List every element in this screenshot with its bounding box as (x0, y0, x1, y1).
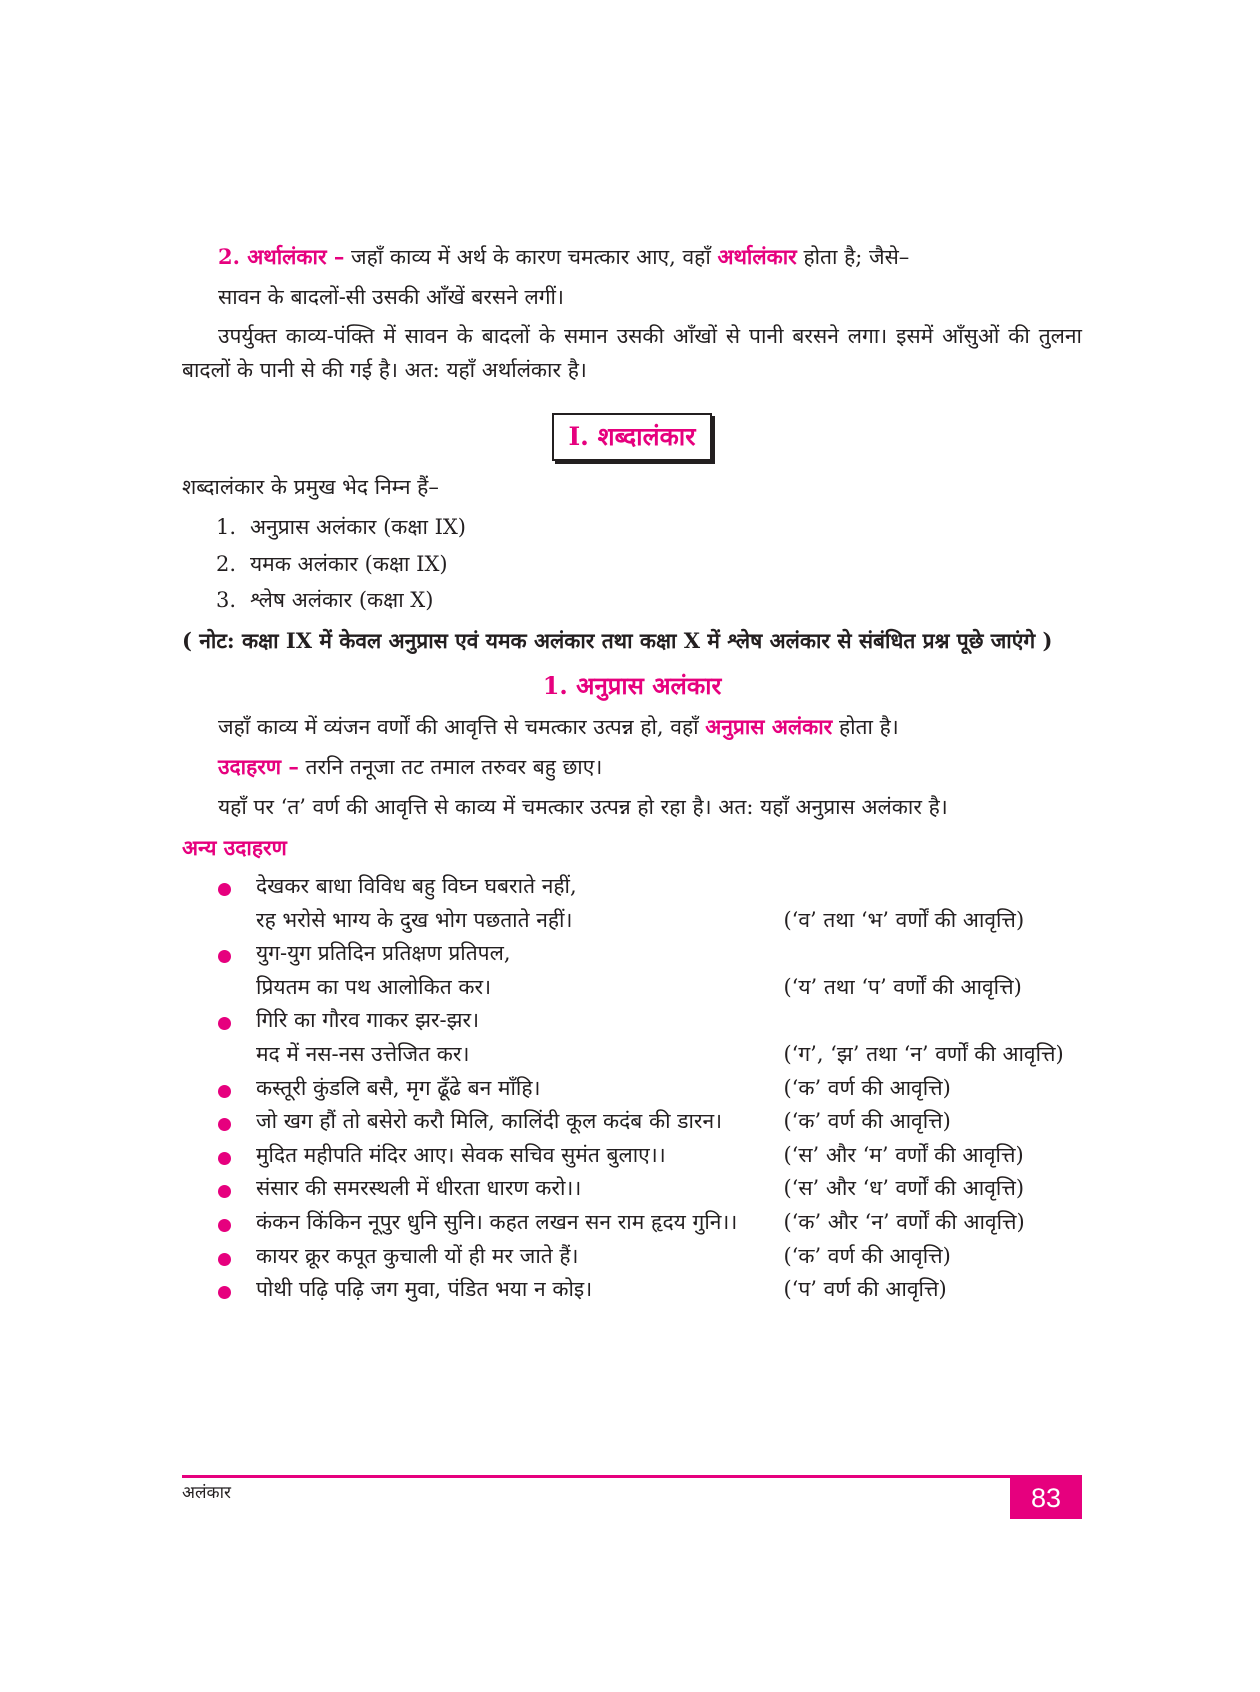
footer-rule (182, 1475, 1082, 1478)
example-line (256, 904, 1082, 938)
bullet-icon (218, 1152, 231, 1165)
example-line (256, 1004, 1082, 1038)
shabdalankar-title-wrap (182, 413, 1082, 461)
example-note: (‘क’ वर्ण की आवृत्ति) (783, 1243, 951, 1268)
example-item (182, 1273, 1082, 1307)
example-line (256, 1206, 1082, 1240)
example-line (256, 1105, 1082, 1139)
example-note: (‘क’ और ‘न’ वर्णों की आवृत्ति) (783, 1210, 1025, 1235)
example-line (256, 1139, 1082, 1173)
example-item (182, 1105, 1082, 1139)
examples-list (182, 870, 1082, 1307)
example-label: उदाहरण – (218, 754, 299, 780)
example-item (182, 1172, 1082, 1206)
example-line (256, 870, 1082, 904)
footer-chapter: अलंकार (182, 1483, 231, 1503)
example-note: (‘य’ तथा ‘प’ वर्णों की आवृत्ति) (783, 974, 1022, 999)
example-item (182, 1206, 1082, 1240)
example-note: (‘स’ और ‘म’ वर्णों की आवृत्ति) (783, 1142, 1024, 1167)
example-text: तरनि तनूजा तट तमाल तरुवर बहु छाए। (305, 755, 603, 780)
bullet-icon (218, 950, 231, 963)
example-note: (‘प’ वर्ण की आवृत्ति) (783, 1277, 947, 1302)
list-item-text: श्लेष अलंकार (कक्षा X) (250, 588, 434, 613)
example-note: (‘ग’, ‘झ’ तथा ‘न’ वर्णों की आवृत्ति) (783, 1042, 1064, 1067)
list-item (216, 548, 1082, 582)
bullet-icon (218, 1118, 231, 1131)
anupras-title: 1. अनुप्रास अलंकार (542, 671, 722, 701)
example-item (182, 1240, 1082, 1274)
example-line (256, 1072, 1082, 1106)
anupras-explanation: यहाँ पर ‘त’ वर्ण की आवृत्ति से काव्य में चमत्कार उत्पन्न हो रहा है। अत: यहाँ अनुप्रास अलंकार है। (218, 794, 948, 819)
list-item (216, 584, 1082, 618)
list-item-text: यमक अलंकार (कक्षा IX) (250, 551, 448, 576)
bullet-icon (218, 1185, 231, 1198)
anupras-example (182, 750, 1082, 785)
example-note: (‘क’ वर्ण की आवृत्ति) (783, 1075, 951, 1100)
arthalankar-definition-text: जहाँ काव्य में अर्थ के कारण चमत्कार आए, वहाँ (351, 245, 711, 269)
example-line (256, 937, 1082, 971)
example-verse: देखकर बाधा विविध बहु विघ्न घबराते नहीं, (256, 874, 577, 899)
list-item-number: 3. (216, 588, 237, 613)
anupras-definition-text: जहाँ काव्य में व्यंजन वर्णों की आवृत्ति से चमत्कार उत्पन्न हो, वहाँ (218, 714, 699, 739)
example-note: (‘स’ और ‘ध’ वर्णों की आवृत्ति) (783, 1176, 1025, 1201)
bullet-icon (218, 1286, 231, 1299)
example-verse: गिरि का गौरव गाकर झर-झर। (256, 1008, 480, 1033)
shabdalankar-note: ( नोट: कक्षा IX में केवल अनुप्रास एवं यमक अलंकार तथा कक्षा X में श्लेष अलंकार से संबंधित प्रश्न पूछे जाएंगे ) (182, 627, 1053, 653)
shabdalankar-list (182, 511, 1082, 618)
list-item (216, 511, 1082, 545)
arthalankar-explanation: उपर्युक्त काव्य-पंक्ति में सावन के बादलों के समान उसकी आँखों से पानी बरसने लगा। इसमें आँसुओं की तुलना बादलों के पानी से की गई है। अत: यहाँ अर्थालंकार है। (182, 324, 1082, 382)
example-item (182, 1072, 1082, 1106)
anupras-term: अनुप्रास अलंकार (705, 713, 833, 739)
list-item-number: 2. (216, 551, 237, 576)
bullet-icon (218, 1085, 231, 1098)
shabdalankar-intro: शब्दालंकार के प्रमुख भेद निम्न हैं– (182, 475, 439, 500)
example-note: (‘व’ तथा ‘भ’ वर्णों की आवृत्ति) (783, 907, 1025, 932)
list-item-number: 1. (216, 514, 237, 539)
example-item (182, 1139, 1082, 1173)
example-note: (‘क’ वर्ण की आवृत्ति) (783, 1109, 951, 1134)
bullet-icon (218, 1017, 231, 1030)
example-line (256, 971, 1082, 1005)
example-verse: मुदित महीपति मंदिर आए। सेवक सचिव सुमंत बुलाए।। (256, 1142, 666, 1167)
list-item-text: अनुप्रास अलंकार (कक्षा IX) (250, 514, 467, 539)
example-verse: कंकन किंकिन नूपुर धुनि सुनि। कहत लखन सन राम हृदय गुनि।। (256, 1210, 738, 1235)
other-examples-label: अन्य उदाहरण (182, 834, 287, 860)
example-verse: संसार की समरस्थली में धीरता धारण करो।। (256, 1176, 582, 1201)
example-item (182, 937, 1082, 1004)
arthalankar-definition-end: होता है; जैसे– (803, 245, 910, 269)
bullet-icon (218, 883, 231, 896)
example-verse: मद में नस-नस उत्तेजित कर। (256, 1042, 470, 1067)
example-verse: रह भरोसे भाग्य के दुख भोग पछताते नहीं। (256, 907, 573, 932)
example-line (256, 1273, 1082, 1307)
page-content (182, 240, 1082, 1307)
example-verse: कस्तूरी कुंडलि बसै, मृग ढूँढे बन माँहि। (256, 1075, 541, 1100)
anupras-definition (182, 710, 1082, 745)
example-note (783, 870, 1082, 904)
example-verse: प्रियतम का पथ आलोकित कर। (256, 974, 492, 999)
example-item (182, 1004, 1082, 1071)
example-line (256, 1172, 1082, 1206)
example-verse: पोथी पढ़ि पढ़ि जग मुवा, पंडित भया न कोइ। (256, 1277, 593, 1302)
example-item (182, 870, 1082, 937)
page-number: 83 (1010, 1477, 1082, 1519)
example-note (783, 1004, 1082, 1038)
arthalankar-heading: 2. अर्थालंकार – (218, 244, 345, 269)
example-line (256, 1240, 1082, 1274)
shabdalankar-title: I. शब्दालंकार (552, 413, 711, 461)
bullet-icon (218, 1253, 231, 1266)
example-line (256, 1038, 1082, 1072)
anupras-definition-end: होता है। (838, 714, 899, 739)
example-verse: युग-युग प्रतिदिन प्रतिक्षण प्रतिपल, (256, 941, 511, 966)
example-note (783, 937, 1082, 971)
arthalankar-example: सावन के बादलों-सी उसकी आँखें बरसने लगीं। (218, 284, 564, 309)
example-verse: जो खग हौं तो बसेरो करौ मिलि, कालिंदी कूल कदंब की डारन। (256, 1109, 723, 1134)
arthalankar-term: अर्थालंकार (717, 244, 797, 269)
example-verse: कायर क्रूर कपूत कुचाली यों ही मर जाते हैं। (256, 1243, 579, 1268)
arthalankar-definition (182, 240, 1082, 275)
bullet-icon (218, 1219, 231, 1232)
